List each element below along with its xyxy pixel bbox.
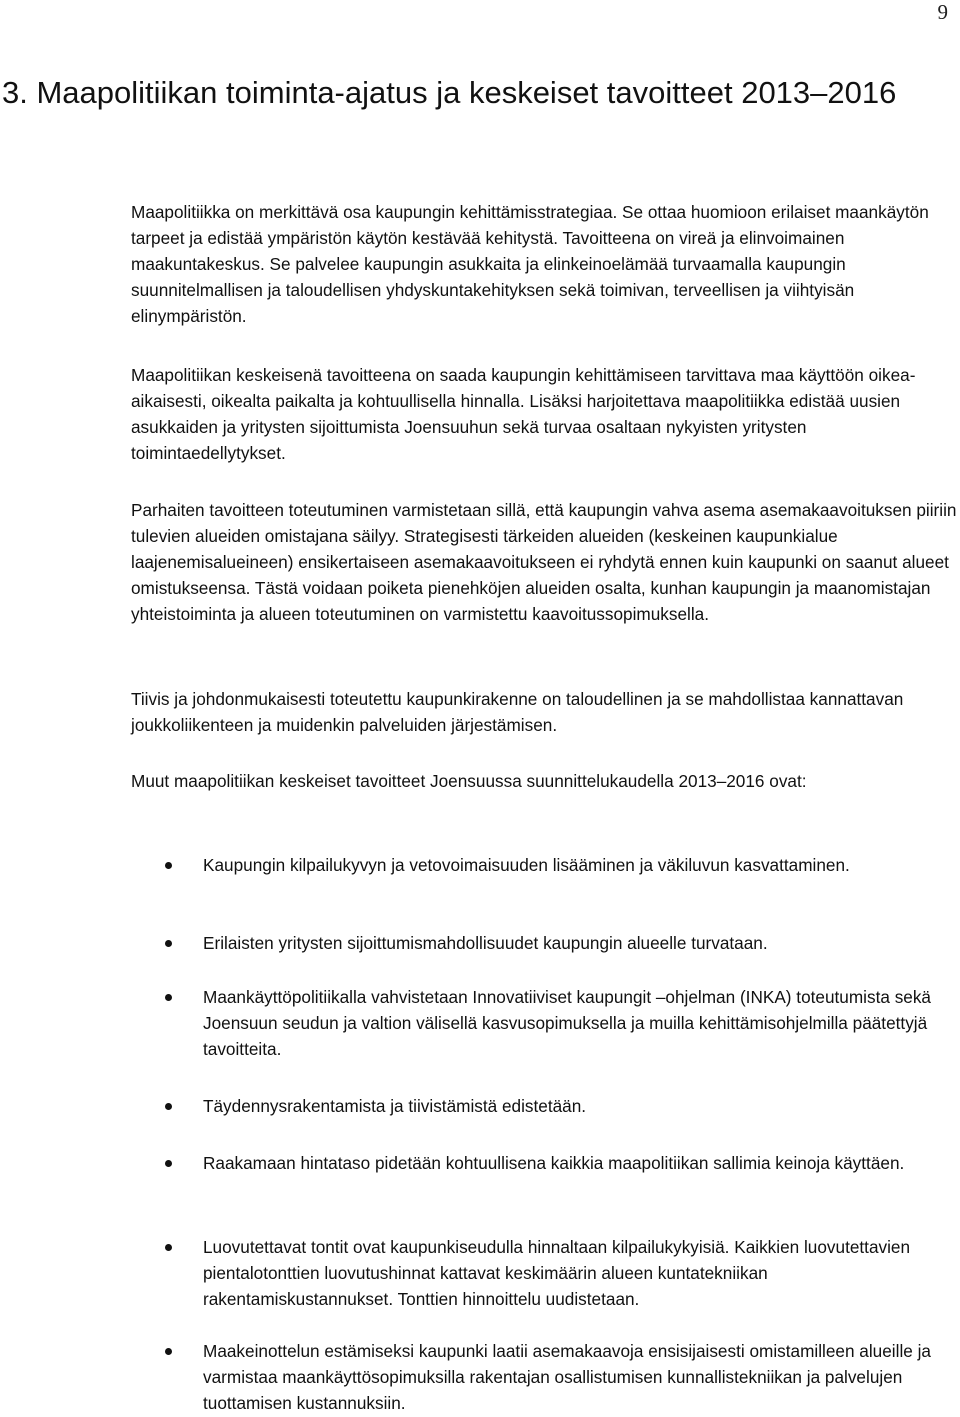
bullet-icon	[165, 1348, 172, 1355]
paragraph-other-goals-intro: Muut maapolitiikan keskeiset tavoitteet Joensuussa suunnittelukaudella 2013–2016 ovat:	[131, 771, 807, 791]
bullet-icon	[165, 994, 172, 1001]
list-item-text: Raakamaan hintataso pidetään kohtuullisena kaikkia maapolitiikan sallimia keinoja käyttäen.	[203, 1153, 905, 1173]
list-item-text: Täydennysrakentamista ja tiivistämistä edistetään.	[203, 1096, 587, 1116]
bullet-icon	[165, 1103, 172, 1110]
bullet-icon	[165, 1244, 172, 1251]
paragraph-ownership: Parhaiten tavoitteen toteutuminen varmistetaan sillä, että kaupungin vahva asema asemakaavoituksen piiriin tulevien alueiden omistajana säilyy. Strategisesti tärkeiden alueiden (keskeinen kaupunkialue laajenemisalueineen) ensikertaiseen asemakaavoitukseen ei ryhdytä ennen kuin kaupunki on saanut alueet omistukseensa. Tästä voidaan poiketa pienehköjen alueiden osalta, kunhan kaupungin ja maanomistajan yhteistoiminta ja alueen toteutuminen on varmistettu kaavoitussopimuksella.	[131, 500, 957, 624]
paragraph-urban-structure: Tiivis ja johdonmukaisesti toteutettu kaupunkirakenne on taloudellinen ja se mahdollistaa kannattavan joukkoliikenteen ja muidenkin palveluiden järjestämisen.	[131, 689, 904, 735]
list-item-text: Kaupungin kilpailukyvyn ja vetovoimaisuuden lisääminen ja väkiluvun kasvattaminen.	[203, 855, 850, 875]
list-item-text: Maakeinottelun estämiseksi kaupunki laatii asemakaavoja ensisijaisesti omistamilleen alueille ja varmistaa maankäyttösopimuksilla rakentajan osallistumisen kunnallistekniikan ja palvelujen tuottamisen kustannuksiin.	[203, 1341, 931, 1413]
bullet-icon	[165, 862, 172, 869]
list-item-text: Maankäyttöpolitiikalla vahvistetaan Innovatiiviset kaupungit –ohjelman (INKA) toteutumista sekä Joensuun seudun ja valtion välisellä kasvusopimuksella ja muilla kehittämisohjelmilla päätettyjä tavoitteita.	[203, 987, 931, 1059]
paragraph-key-goal: Maapolitiikan keskeisenä tavoitteena on saada kaupungin kehittämiseen tarvittava maa käyttöön oikea-aikaisesti, oikealta paikalta ja kohtuullisella hinnalla. Lisäksi harjoitettava maapolitiikka edistää uusien asukkaiden ja yritysten sijoittumista Joensuuhun sekä turvaa osaltaan nykyisten yritysten toimintaedellytykset.	[131, 365, 916, 463]
bullet-icon	[165, 940, 172, 947]
section-heading: 3. Maapolitiikan toiminta-ajatus ja keskeiset tavoitteet 2013–2016	[2, 75, 897, 110]
list-item-text: Erilaisten yritysten sijoittumismahdollisuudet kaupungin alueelle turvataan.	[203, 933, 768, 953]
page-number: 9	[937, 0, 948, 24]
paragraph-strategy: Maapolitiikka on merkittävä osa kaupungin kehittämisstrategiaa. Se ottaa huomioon erilaiset maankäytön tarpeet ja edistää ympäristön käytön kestävää kehitystä. Tavoitteena on vireä ja elinvoimainen maakuntakeskus. Se palvelee kaupungin asukkaita ja elinkeinoelämää turvaamalla kaupungin suunnitelmallisen ja taloudellisen yhdyskuntakehityksen sekä toimivan, terveellisen ja viihtyisän elinympäristön.	[131, 202, 929, 326]
list-item-text: Luovutettavat tontit ovat kaupunkiseudulla hinnaltaan kilpailukykyisiä. Kaikkien luovutettavien pientalotonttien luovutushinnat kattavat keskimäärin alueen kuntatekniikan rakentamiskustannukset. Tonttien hinnoittelu uudistetaan.	[203, 1237, 911, 1309]
bullet-icon	[165, 1160, 172, 1167]
